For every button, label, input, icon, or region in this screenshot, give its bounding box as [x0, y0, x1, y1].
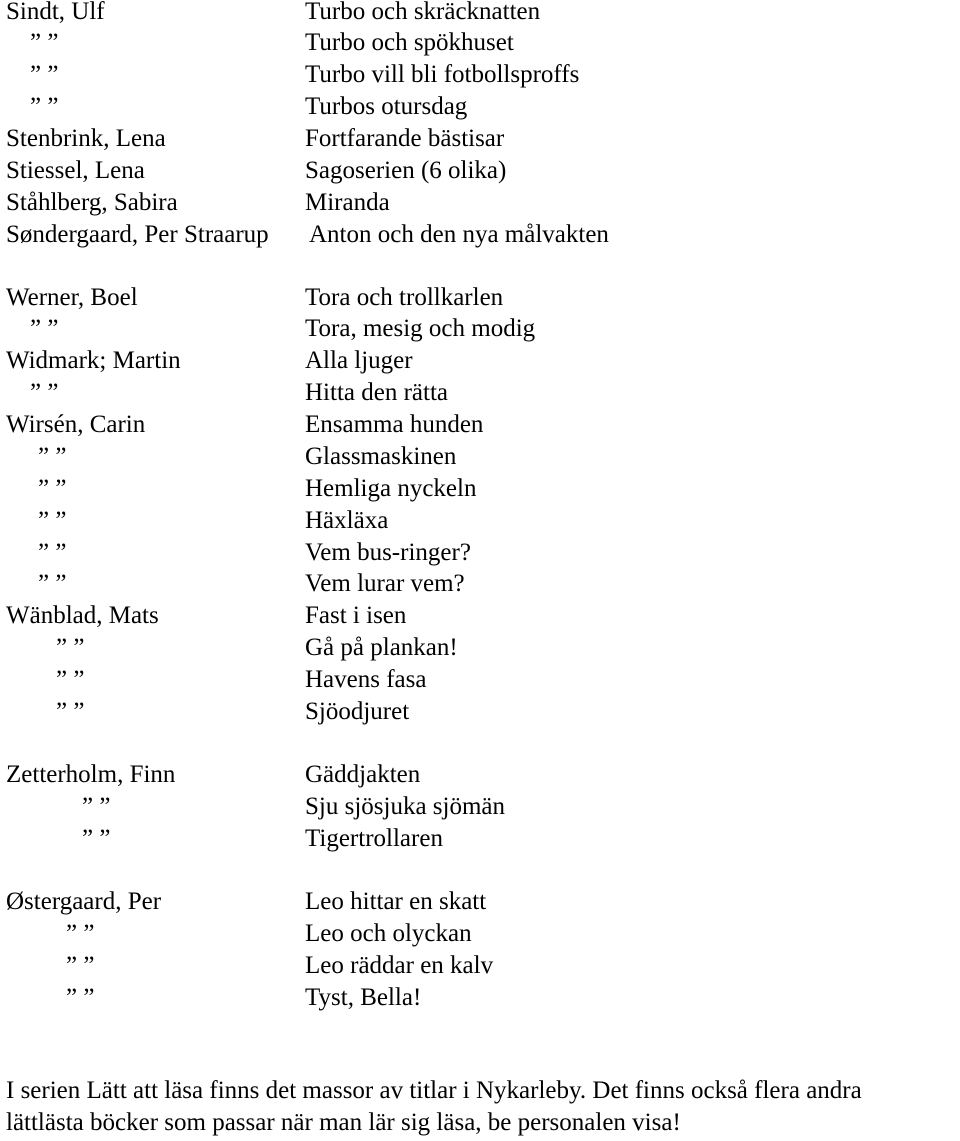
list-item — [0, 188, 960, 218]
book-title: Leo och olyckan — [305, 920, 472, 947]
ditto-mark: ” ” — [56, 634, 85, 661]
author-name: Wänblad, Mats — [6, 602, 159, 629]
list-item — [0, 156, 960, 186]
ditto-mark: ” ” — [56, 698, 85, 725]
list-item — [0, 220, 960, 250]
book-title: Fortfarande bästisar — [305, 125, 505, 152]
list-item — [0, 442, 960, 472]
ditto-mark: ” ” — [30, 93, 59, 120]
list-item — [0, 378, 960, 408]
list-item — [0, 919, 960, 949]
list-item — [0, 346, 960, 376]
list-item — [0, 601, 960, 631]
book-title: Tora, mesig och modig — [305, 315, 536, 342]
ditto-mark: ” ” — [38, 443, 67, 470]
ditto-mark: ” ” — [66, 920, 95, 947]
ditto-mark: ” ” — [82, 793, 111, 820]
footer-line-1: I serien Lätt att läsa finns det massor av titlar i Nykarleby. Det finns också flera andra — [6, 1077, 862, 1104]
list-item — [0, 569, 960, 599]
ditto-mark: ” ” — [38, 570, 67, 597]
ditto-mark: ” ” — [30, 61, 59, 88]
ditto-mark: ” ” — [38, 475, 67, 502]
author-name: Østergaard, Per — [6, 888, 162, 915]
list-item — [0, 824, 960, 854]
book-title: Vem lurar vem? — [305, 570, 465, 597]
list-item — [0, 314, 960, 344]
author-name: Werner, Boel — [6, 284, 138, 311]
list-item — [0, 633, 960, 663]
ditto-mark: ” ” — [56, 666, 85, 693]
book-title: Tigertrollaren — [305, 825, 443, 852]
footer-line-2: lättlästa böcker som passar när man lär sig läsa, be personalen visa! — [6, 1109, 681, 1136]
list-item — [0, 983, 960, 1013]
list-item — [0, 697, 960, 727]
ditto-mark: ” ” — [38, 507, 67, 534]
list-item — [0, 124, 960, 154]
book-title: Tyst, Bella! — [305, 984, 422, 1011]
list-item — [0, 474, 960, 504]
book-title: Leo hittar en skatt — [305, 888, 487, 915]
book-title: Turbo vill bli fotbollsproffs — [305, 61, 580, 88]
author-name: Wirsén, Carin — [6, 411, 146, 438]
book-title: Turbo och skräcknatten — [305, 0, 541, 25]
book-title: Sju sjösjuka sjömän — [305, 793, 506, 820]
book-title: Sjöodjuret — [305, 698, 410, 725]
ditto-mark: ” ” — [30, 379, 59, 406]
book-title: Havens fasa — [305, 666, 427, 693]
book-title: Hemliga nyckeln — [305, 475, 477, 502]
ditto-mark: ” ” — [38, 539, 67, 566]
list-item — [0, 506, 960, 536]
book-title: Hitta den rätta — [305, 379, 448, 406]
list-item — [0, 60, 960, 90]
list-item — [0, 283, 960, 313]
book-title: Sagoserien (6 olika) — [305, 157, 507, 184]
book-title: Glassmaskinen — [305, 443, 457, 470]
list-item — [0, 951, 960, 981]
book-title: Leo räddar en kalv — [305, 952, 494, 979]
author-name: Søndergaard, Per Straarup — [6, 221, 269, 248]
author-name: Widmark; Martin — [6, 347, 181, 374]
book-title: Turbo och spökhuset — [305, 29, 514, 56]
author-name: Ståhlberg, Sabira — [6, 189, 178, 216]
author-name: Stenbrink, Lena — [6, 125, 166, 152]
list-item — [0, 92, 960, 122]
list-item — [0, 28, 960, 58]
book-title: Alla ljuger — [305, 347, 413, 374]
book-title: Häxläxa — [305, 507, 389, 534]
book-title: Fast i isen — [305, 602, 407, 629]
list-item — [0, 410, 960, 440]
book-title: Tora och trollkarlen — [305, 284, 504, 311]
ditto-mark: ” ” — [30, 315, 59, 342]
ditto-mark: ” ” — [30, 29, 59, 56]
book-title: Anton och den nya målvakten — [309, 221, 609, 248]
author-name: Sindt, Ulf — [6, 0, 105, 25]
author-name: Stiessel, Lena — [6, 157, 145, 184]
book-title: Gäddjakten — [305, 761, 421, 788]
author-name: Zetterholm, Finn — [6, 761, 176, 788]
list-item — [0, 538, 960, 568]
list-item — [0, 665, 960, 695]
ditto-mark: ” ” — [66, 984, 95, 1011]
list-item — [0, 760, 960, 790]
list-item — [0, 792, 960, 822]
ditto-mark: ” ” — [66, 952, 95, 979]
book-title: Miranda — [305, 189, 390, 216]
footer-note — [6, 1075, 960, 1139]
book-title: Ensamma hunden — [305, 411, 484, 438]
list-item — [0, 887, 960, 917]
ditto-mark: ” ” — [82, 825, 111, 852]
list-item — [0, 0, 960, 27]
book-title: Gå på plankan! — [305, 634, 458, 661]
book-title: Turbos otursdag — [305, 93, 468, 120]
book-title: Vem bus-ringer? — [305, 539, 471, 566]
